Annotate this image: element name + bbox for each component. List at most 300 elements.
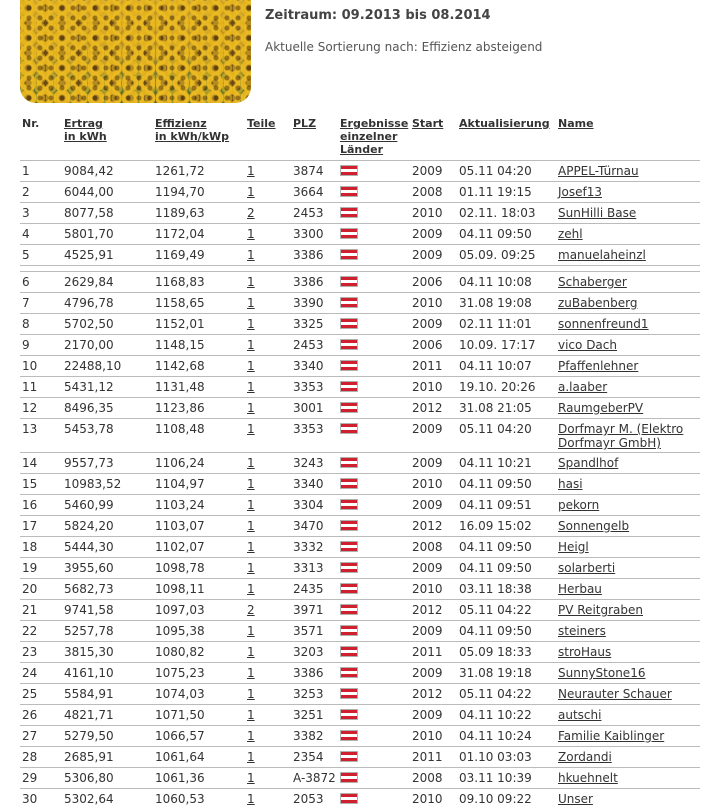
cell-nr: 23 — [20, 642, 62, 663]
cell-start: 2009 — [410, 161, 457, 182]
cell-effizienz: 1066,57 — [153, 726, 245, 747]
cell-teile[interactable] — [245, 377, 291, 398]
cell-nr: 5 — [20, 245, 62, 266]
plant-name-link[interactable]: stroHaus — [558, 645, 611, 659]
ranking-table — [20, 115, 700, 809]
cell-aktualisierung: 05.11 04:22 — [457, 684, 556, 705]
cell-effizienz: 1261,72 — [153, 161, 245, 182]
cell-effizienz: 1061,36 — [153, 768, 245, 789]
cell-name[interactable] — [556, 621, 700, 642]
teile-link[interactable]: 1 — [247, 582, 255, 596]
cell-nr: 24 — [20, 663, 62, 684]
plant-name-link[interactable]: Spandlhof — [558, 456, 618, 470]
cell-nr: 25 — [20, 684, 62, 705]
cell-aktualisierung: 04.11 09:50 — [457, 558, 556, 579]
cell-name[interactable] — [556, 293, 700, 314]
cell-plz: 3251 — [291, 705, 338, 726]
cell-land — [338, 272, 410, 293]
cell-name[interactable] — [556, 356, 700, 377]
teile-link[interactable]: 1 — [247, 666, 255, 680]
plant-name-link[interactable]: Dorfmayr M. (Elektro Dorfmayr GmbH) — [558, 422, 683, 450]
plant-name-link[interactable]: manuelaheinzl — [558, 248, 646, 262]
cell-name[interactable] — [556, 245, 700, 266]
cell-ertrag: 2629,84 — [62, 272, 153, 293]
cell-name[interactable] — [556, 398, 700, 419]
cell-name[interactable] — [556, 272, 700, 293]
teile-link[interactable]: 1 — [247, 792, 255, 806]
cell-teile[interactable] — [245, 495, 291, 516]
austria-flag-icon — [340, 381, 358, 392]
teile-link[interactable]: 1 — [247, 561, 255, 575]
col-aktualisierung[interactable] — [457, 115, 556, 161]
austria-flag-icon — [340, 207, 358, 218]
teile-link[interactable]: 1 — [247, 422, 255, 436]
cell-start: 2010 — [410, 293, 457, 314]
plant-name-link[interactable]: a.laaber — [558, 380, 607, 394]
teile-link[interactable]: 1 — [247, 729, 255, 743]
cell-teile[interactable] — [245, 293, 291, 314]
plant-name-link[interactable]: Sonnengelb — [558, 519, 629, 533]
cell-plz: 3304 — [291, 495, 338, 516]
cell-aktualisierung: 04.11 10:24 — [457, 726, 556, 747]
cell-ertrag: 4525,91 — [62, 245, 153, 266]
cell-teile[interactable] — [245, 558, 291, 579]
cell-effizienz: 1158,65 — [153, 293, 245, 314]
austria-flag-icon — [340, 318, 358, 329]
cell-plz: 3874 — [291, 161, 338, 182]
plant-name-link[interactable]: Schaberger — [558, 275, 627, 289]
cell-ertrag: 5453,78 — [62, 419, 153, 453]
cell-aktualisierung: 31.08 19:18 — [457, 663, 556, 684]
cell-land — [338, 377, 410, 398]
cell-land — [338, 314, 410, 335]
cell-teile[interactable] — [245, 642, 291, 663]
cell-name[interactable] — [556, 516, 700, 537]
cell-name[interactable] — [556, 182, 700, 203]
plant-name-link[interactable]: Unser — [558, 792, 593, 806]
table-row — [20, 453, 700, 474]
cell-start: 2010 — [410, 377, 457, 398]
cell-start: 2012 — [410, 516, 457, 537]
cell-plz: 2435 — [291, 579, 338, 600]
cell-nr: 6 — [20, 272, 62, 293]
cell-teile[interactable] — [245, 789, 291, 809]
cell-start: 2009 — [410, 558, 457, 579]
austria-flag-icon — [340, 520, 358, 531]
plant-name-link[interactable]: RaumgeberPV — [558, 401, 643, 415]
cell-teile[interactable] — [245, 203, 291, 224]
cell-ertrag: 4821,71 — [62, 705, 153, 726]
austria-flag-icon — [340, 249, 358, 260]
col-ertrag-line2[interactable]: in kWh — [64, 130, 107, 143]
cell-effizienz: 1123,86 — [153, 398, 245, 419]
cell-nr: 30 — [20, 789, 62, 809]
cell-start: 2009 — [410, 224, 457, 245]
cell-start: 2009 — [410, 245, 457, 266]
cell-ertrag: 2685,91 — [62, 747, 153, 768]
cell-ertrag: 5702,50 — [62, 314, 153, 335]
table-row — [20, 335, 700, 356]
cell-land — [338, 642, 410, 663]
teile-link[interactable]: 1 — [247, 359, 255, 373]
cell-land — [338, 768, 410, 789]
cell-start: 2009 — [410, 663, 457, 684]
table-row — [20, 203, 700, 224]
plant-name-link[interactable]: vico Dach — [558, 338, 617, 352]
sort-effizienz-link[interactable] — [155, 117, 229, 143]
austria-flag-icon — [340, 402, 358, 413]
plant-name-link[interactable]: Neurauter Schauer — [558, 687, 672, 701]
col-laender-line1[interactable]: Ergebnisse — [340, 117, 408, 130]
cell-land — [338, 516, 410, 537]
plant-name-link[interactable]: PV Reitgraben — [558, 603, 643, 617]
teile-link[interactable]: 1 — [247, 317, 255, 331]
cell-name[interactable] — [556, 377, 700, 398]
col-nr — [20, 115, 62, 161]
teile-link[interactable]: 1 — [247, 401, 255, 415]
plant-name-link[interactable]: Familie Kaiblinger — [558, 729, 664, 743]
col-laender-line3[interactable]: Länder — [340, 143, 383, 156]
plant-name-link[interactable]: SunnyStone16 — [558, 666, 645, 680]
cell-plz: 3325 — [291, 314, 338, 335]
cell-plz: 3353 — [291, 419, 338, 453]
col-effizienz[interactable] — [153, 115, 245, 161]
teile-link[interactable]: 2 — [247, 206, 255, 220]
col-laender[interactable] — [338, 115, 410, 161]
cell-nr: 28 — [20, 747, 62, 768]
austria-flag-icon — [340, 604, 358, 615]
cell-teile[interactable] — [245, 419, 291, 453]
teile-link[interactable]: 1 — [247, 275, 255, 289]
cell-aktualisierung: 05.11 04:22 — [457, 600, 556, 621]
cell-name[interactable] — [556, 768, 700, 789]
cell-plz: 2354 — [291, 747, 338, 768]
teile-link[interactable]: 1 — [247, 624, 255, 638]
col-start[interactable] — [410, 115, 457, 161]
cell-effizienz: 1152,01 — [153, 314, 245, 335]
cell-teile[interactable] — [245, 224, 291, 245]
cell-nr: 19 — [20, 558, 62, 579]
cell-nr: 10 — [20, 356, 62, 377]
cell-teile[interactable] — [245, 600, 291, 621]
table-row — [20, 621, 700, 642]
sort-ertrag-link[interactable] — [64, 117, 107, 143]
cell-aktualisierung: 02.11 11:01 — [457, 314, 556, 335]
cell-name[interactable] — [556, 684, 700, 705]
cell-effizienz: 1148,15 — [153, 335, 245, 356]
table-row — [20, 161, 700, 182]
cell-teile[interactable] — [245, 621, 291, 642]
cell-name[interactable] — [556, 314, 700, 335]
cell-land — [338, 663, 410, 684]
cell-effizienz: 1080,82 — [153, 642, 245, 663]
teile-link[interactable]: 1 — [247, 687, 255, 701]
cell-nr: 1 — [20, 161, 62, 182]
table-row — [20, 419, 700, 453]
plant-name-link[interactable]: SunHilli Base — [558, 206, 636, 220]
cell-effizienz: 1071,50 — [153, 705, 245, 726]
cell-plz: 3571 — [291, 621, 338, 642]
cell-nr: 29 — [20, 768, 62, 789]
cell-start: 2012 — [410, 684, 457, 705]
teile-link[interactable]: 1 — [247, 380, 255, 394]
cell-ertrag: 4796,78 — [62, 293, 153, 314]
cell-aktualisierung: 19.10. 20:26 — [457, 377, 556, 398]
cell-name[interactable] — [556, 705, 700, 726]
cell-start: 2010 — [410, 203, 457, 224]
cell-aktualisierung: 31.08 19:08 — [457, 293, 556, 314]
plant-name-link[interactable]: Pfaffenlehner — [558, 359, 638, 373]
col-teile[interactable] — [245, 115, 291, 161]
teile-link[interactable]: 2 — [247, 603, 255, 617]
cell-teile[interactable] — [245, 356, 291, 377]
cell-ertrag: 5279,50 — [62, 726, 153, 747]
col-ertrag[interactable] — [62, 115, 153, 161]
teile-link[interactable]: 1 — [247, 540, 255, 554]
cell-land — [338, 495, 410, 516]
austria-flag-icon — [340, 186, 358, 197]
plant-name-link[interactable]: solarberti — [558, 561, 615, 575]
cell-nr: 20 — [20, 579, 62, 600]
cell-ertrag: 5584,91 — [62, 684, 153, 705]
plant-name-link[interactable]: APPEL-Türnau — [558, 164, 639, 178]
laender-results-link[interactable] — [340, 117, 408, 156]
austria-flag-icon — [340, 423, 358, 434]
table-row — [20, 600, 700, 621]
col-ertrag-line1[interactable]: Ertrag — [64, 117, 103, 130]
teile-link[interactable]: 1 — [247, 708, 255, 722]
cell-effizienz: 1131,48 — [153, 377, 245, 398]
cell-nr: 22 — [20, 621, 62, 642]
cell-land — [338, 203, 410, 224]
cell-start: 2009 — [410, 495, 457, 516]
cell-land — [338, 182, 410, 203]
cell-effizienz: 1189,63 — [153, 203, 245, 224]
cell-start: 2011 — [410, 642, 457, 663]
cell-start: 2009 — [410, 314, 457, 335]
cell-teile[interactable] — [245, 398, 291, 419]
cell-aktualisierung: 31.08 21:05 — [457, 398, 556, 419]
cell-ertrag: 4161,10 — [62, 663, 153, 684]
cell-land — [338, 705, 410, 726]
cell-nr: 4 — [20, 224, 62, 245]
cell-plz: 3382 — [291, 726, 338, 747]
sort-plz-link[interactable]: PLZ — [293, 117, 316, 130]
cell-land — [338, 293, 410, 314]
cell-teile[interactable] — [245, 579, 291, 600]
cell-land — [338, 747, 410, 768]
cell-teile[interactable] — [245, 245, 291, 266]
sort-start-link[interactable]: Start — [412, 117, 443, 130]
cell-teile[interactable] — [245, 747, 291, 768]
cell-start: 2010 — [410, 789, 457, 809]
cell-ertrag: 8077,58 — [62, 203, 153, 224]
teile-link[interactable]: 1 — [247, 477, 255, 491]
col-plz[interactable] — [291, 115, 338, 161]
cell-aktualisierung: 05.11 04:20 — [457, 161, 556, 182]
cell-land — [338, 398, 410, 419]
plant-name-link[interactable]: Herbau — [558, 582, 602, 596]
austria-flag-icon — [340, 709, 358, 720]
cell-land — [338, 356, 410, 377]
plant-name-link[interactable]: zuBabenberg — [558, 296, 637, 310]
cell-name[interactable] — [556, 642, 700, 663]
cell-start: 2009 — [410, 453, 457, 474]
table-row — [20, 558, 700, 579]
cell-ertrag: 10983,52 — [62, 474, 153, 495]
cell-aktualisierung: 04.11 10:07 — [457, 356, 556, 377]
austria-flag-icon — [340, 751, 358, 762]
table-row — [20, 516, 700, 537]
cell-name[interactable] — [556, 453, 700, 474]
sort-teile-link[interactable]: Teile — [247, 117, 276, 130]
austria-flag-icon — [340, 772, 358, 783]
teile-link[interactable]: 1 — [247, 519, 255, 533]
cell-name[interactable] — [556, 495, 700, 516]
cell-aktualisierung: 04.11 09:50 — [457, 621, 556, 642]
col-effizienz-line1[interactable]: Effizienz — [155, 117, 207, 130]
cell-land — [338, 453, 410, 474]
cell-teile[interactable] — [245, 516, 291, 537]
cell-teile[interactable] — [245, 726, 291, 747]
cell-teile[interactable] — [245, 335, 291, 356]
austria-flag-icon — [340, 457, 358, 468]
cell-name[interactable] — [556, 579, 700, 600]
cell-name[interactable] — [556, 789, 700, 809]
cell-aktualisierung: 01.11 19:15 — [457, 182, 556, 203]
cell-ertrag: 5257,78 — [62, 621, 153, 642]
cell-name[interactable] — [556, 474, 700, 495]
cell-nr: 27 — [20, 726, 62, 747]
plant-name-link[interactable]: Josef13 — [558, 185, 602, 199]
teile-link[interactable]: 1 — [247, 164, 255, 178]
austria-flag-icon — [340, 339, 358, 350]
cell-name[interactable] — [556, 558, 700, 579]
cell-name[interactable] — [556, 335, 700, 356]
cell-ertrag: 5306,80 — [62, 768, 153, 789]
col-laender-line2[interactable]: einzelner — [340, 130, 397, 143]
plant-name-link[interactable]: zehl — [558, 227, 583, 241]
cell-land — [338, 621, 410, 642]
cell-teile[interactable] — [245, 182, 291, 203]
teile-link[interactable]: 1 — [247, 185, 255, 199]
cell-name[interactable] — [556, 537, 700, 558]
sort-aktualisierung-link[interactable]: Aktualisierung — [459, 117, 550, 130]
cell-name[interactable] — [556, 224, 700, 245]
teile-link[interactable]: 1 — [247, 456, 255, 470]
cell-plz: 3353 — [291, 377, 338, 398]
austria-flag-icon — [340, 583, 358, 594]
cell-name[interactable] — [556, 161, 700, 182]
plant-name-link[interactable]: pekorn — [558, 498, 599, 512]
plant-name-link[interactable]: Heigl — [558, 540, 589, 554]
cell-ertrag: 2170,00 — [62, 335, 153, 356]
teile-link[interactable]: 1 — [247, 227, 255, 241]
cell-nr: 13 — [20, 419, 62, 453]
cell-name[interactable] — [556, 203, 700, 224]
austria-flag-icon — [340, 541, 358, 552]
teile-link[interactable]: 1 — [247, 750, 255, 764]
teile-link[interactable]: 1 — [247, 645, 255, 659]
cell-plz: 3340 — [291, 356, 338, 377]
cell-nr: 2 — [20, 182, 62, 203]
cell-nr: 12 — [20, 398, 62, 419]
cell-land — [338, 684, 410, 705]
cell-teile[interactable] — [245, 272, 291, 293]
cell-teile[interactable] — [245, 684, 291, 705]
table-header-row — [20, 115, 700, 161]
cell-start: 2009 — [410, 621, 457, 642]
cell-teile[interactable] — [245, 474, 291, 495]
plant-name-link[interactable]: steiners — [558, 624, 606, 638]
cell-name[interactable] — [556, 726, 700, 747]
cell-teile[interactable] — [245, 314, 291, 335]
cell-aktualisierung: 04.11 10:22 — [457, 705, 556, 726]
cell-name[interactable] — [556, 663, 700, 684]
col-effizienz-line2[interactable]: in kWh/kWp — [155, 130, 229, 143]
cell-effizienz: 1061,64 — [153, 747, 245, 768]
teile-link[interactable]: 1 — [247, 771, 255, 785]
table-row — [20, 224, 700, 245]
plant-name-link[interactable]: hasi — [558, 477, 583, 491]
cell-land — [338, 419, 410, 453]
cell-teile[interactable] — [245, 537, 291, 558]
plant-name-link[interactable]: sonnenfreund1 — [558, 317, 649, 331]
cell-effizienz: 1103,24 — [153, 495, 245, 516]
sort-name-link[interactable]: Name — [558, 117, 594, 130]
cell-name[interactable] — [556, 600, 700, 621]
cell-teile[interactable] — [245, 453, 291, 474]
austria-flag-icon — [340, 730, 358, 741]
plant-name-link[interactable]: hkuehnelt — [558, 771, 618, 785]
table-row — [20, 663, 700, 684]
cell-aktualisierung: 01.10 03:03 — [457, 747, 556, 768]
plant-name-link[interactable]: autschi — [558, 708, 601, 722]
cell-land — [338, 726, 410, 747]
cell-teile[interactable] — [245, 161, 291, 182]
cell-name[interactable] — [556, 747, 700, 768]
cell-aktualisierung: 03.11 10:39 — [457, 768, 556, 789]
cell-start: 2012 — [410, 600, 457, 621]
cell-name[interactable] — [556, 419, 700, 453]
cell-aktualisierung: 05.09 18:33 — [457, 642, 556, 663]
teile-link[interactable]: 1 — [247, 248, 255, 262]
austria-flag-icon — [340, 667, 358, 678]
teile-link[interactable]: 1 — [247, 296, 255, 310]
cell-land — [338, 474, 410, 495]
cell-plz: 3390 — [291, 293, 338, 314]
cell-effizienz: 1075,23 — [153, 663, 245, 684]
teile-link[interactable]: 1 — [247, 498, 255, 512]
col-name[interactable] — [556, 115, 700, 161]
cell-teile[interactable] — [245, 705, 291, 726]
cell-plz: 3664 — [291, 182, 338, 203]
cell-ertrag: 9557,73 — [62, 453, 153, 474]
table-row — [20, 398, 700, 419]
cell-teile[interactable] — [245, 768, 291, 789]
cell-teile[interactable] — [245, 663, 291, 684]
cell-effizienz: 1168,83 — [153, 272, 245, 293]
sorting-label: Aktuelle Sortierung nach: Effizienz absteigend — [265, 40, 542, 54]
cell-start: 2011 — [410, 747, 457, 768]
cell-effizienz: 1095,38 — [153, 621, 245, 642]
cell-nr: 16 — [20, 495, 62, 516]
plant-name-link[interactable]: Zordandi — [558, 750, 612, 764]
cell-plz: 3470 — [291, 516, 338, 537]
cell-nr: 9 — [20, 335, 62, 356]
teile-link[interactable]: 1 — [247, 338, 255, 352]
table-row — [20, 705, 700, 726]
